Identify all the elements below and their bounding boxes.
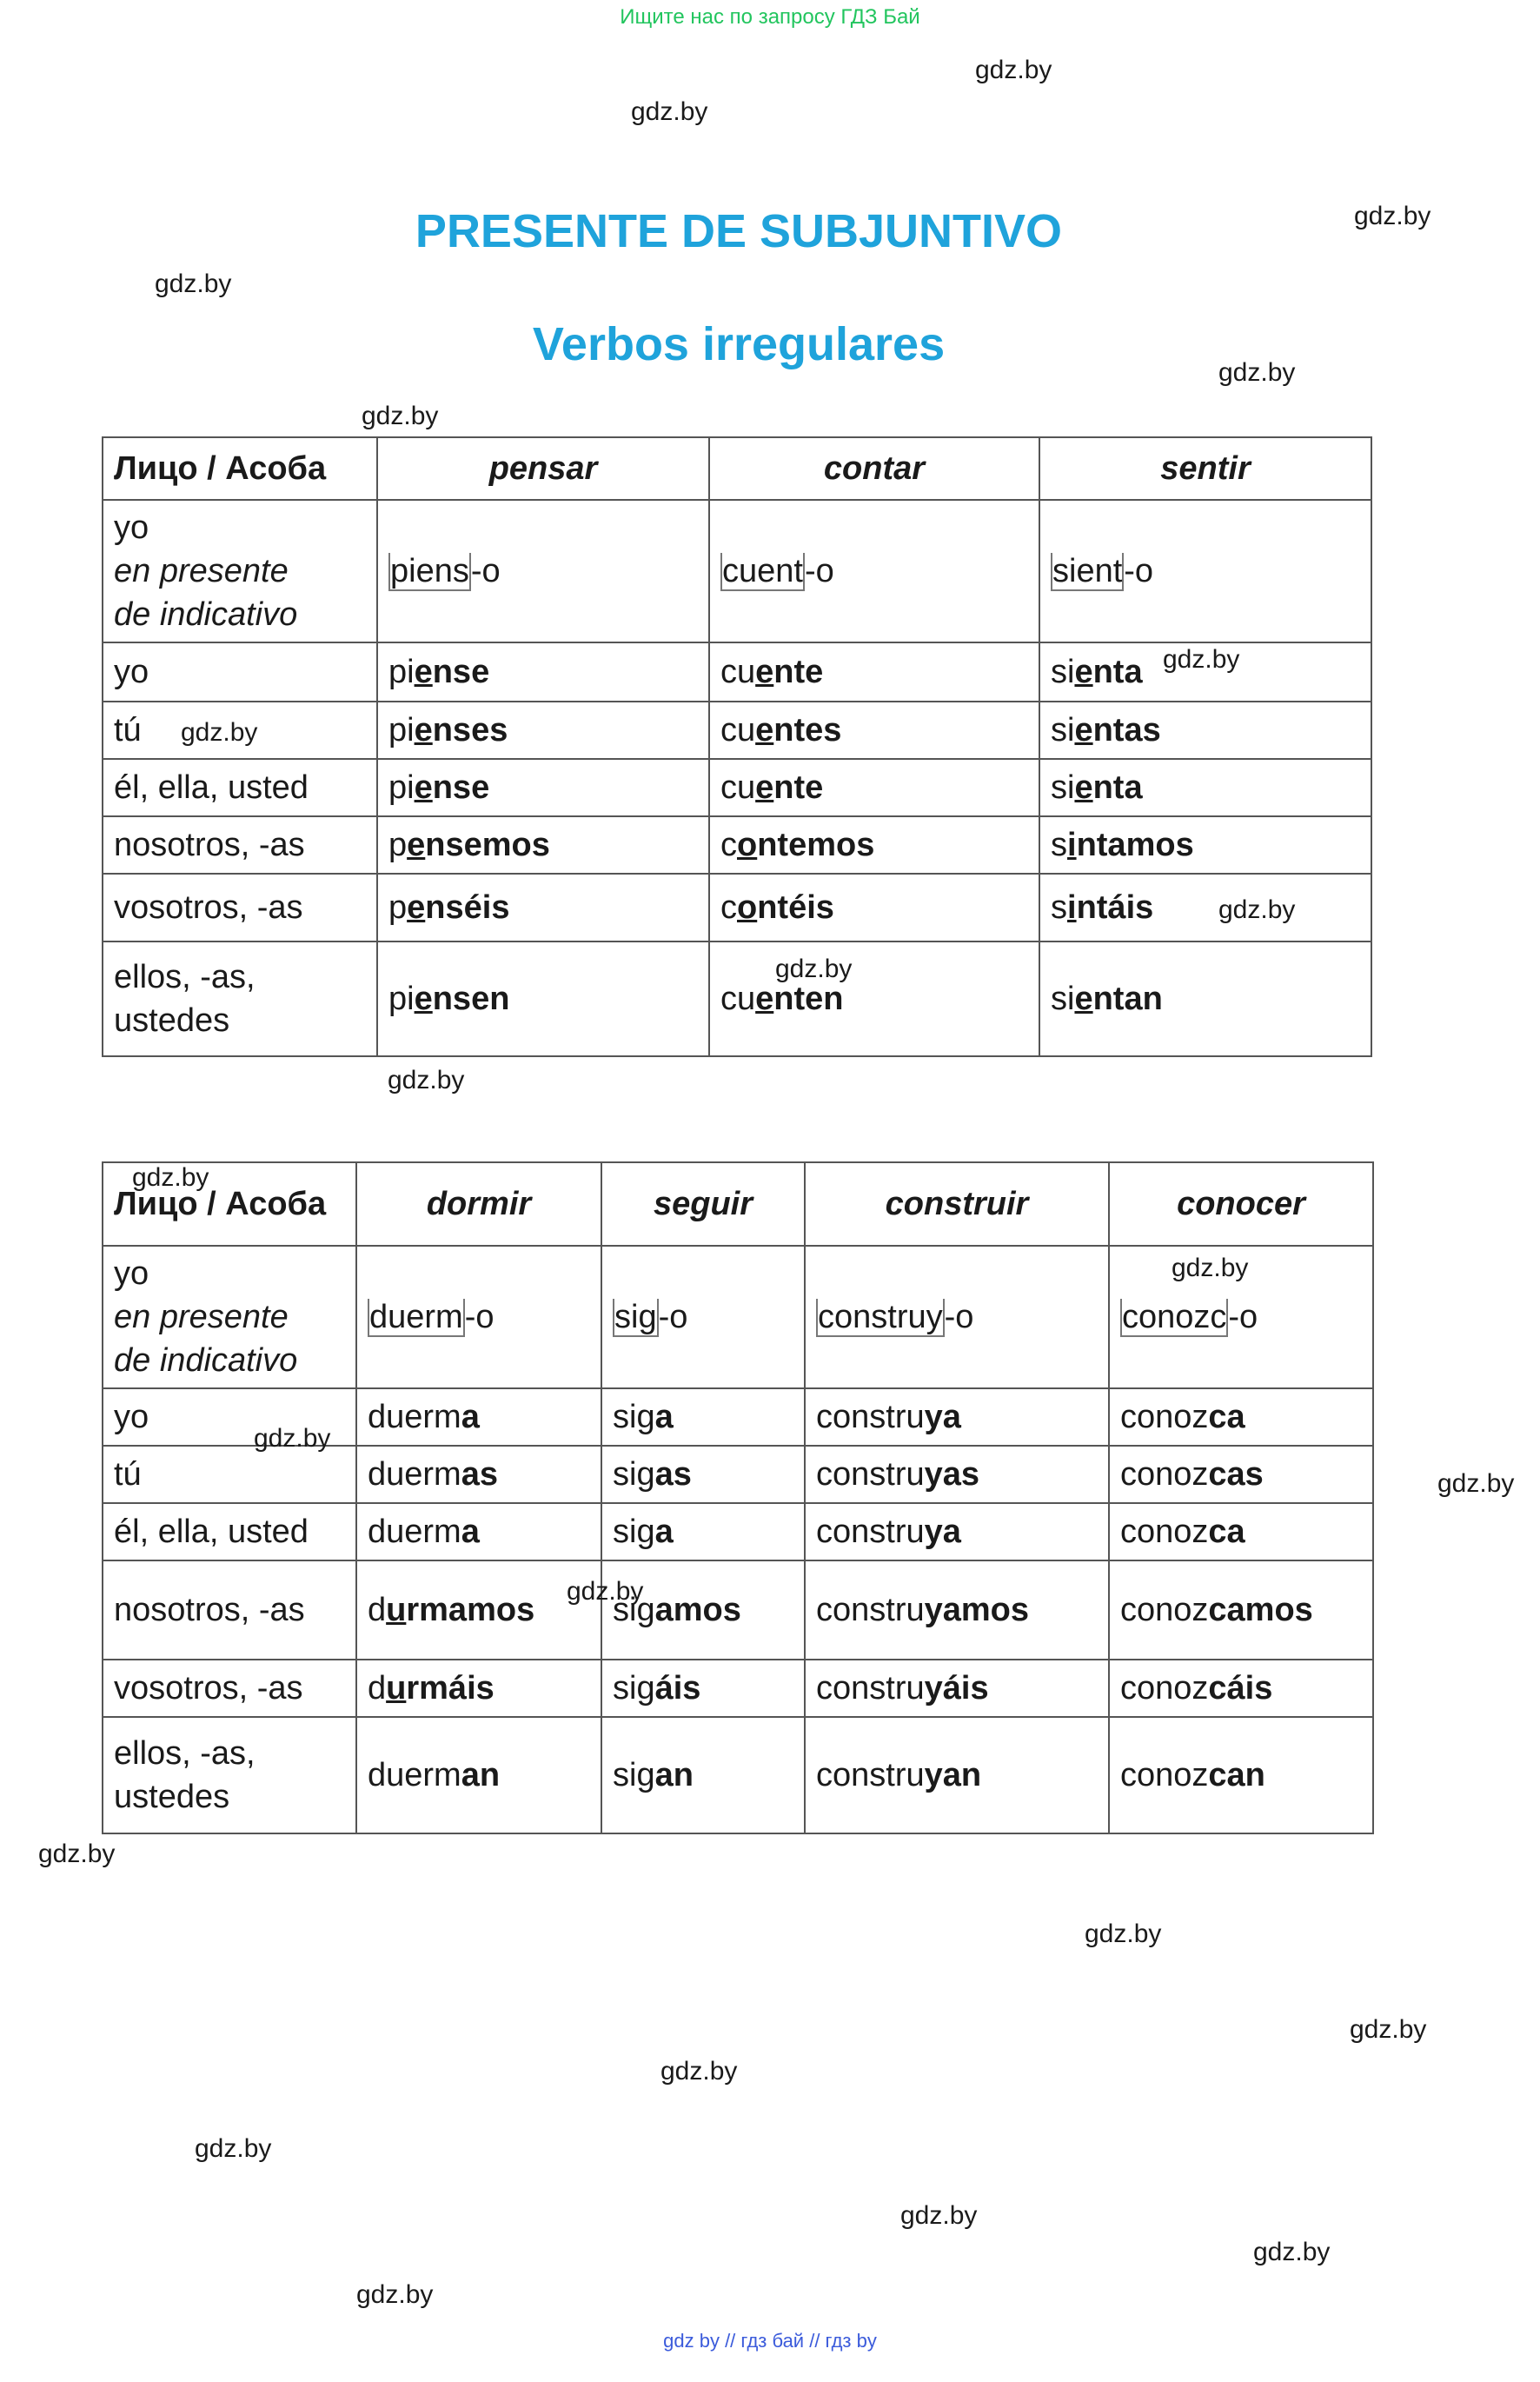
form-stem: d	[368, 1670, 387, 1707]
person-cell	[103, 642, 377, 702]
person-line: nosotros, -as	[114, 1592, 305, 1628]
form-stem: conozc	[1122, 1299, 1227, 1335]
header-verb: dormir	[356, 1162, 601, 1246]
form-stem: pi	[388, 981, 415, 1017]
verb-form	[601, 1717, 805, 1833]
form-stem: constru	[816, 1456, 925, 1493]
person-line: ellos, -as,	[114, 959, 256, 995]
verb-form	[709, 642, 1039, 702]
form-stem: duerm	[368, 1456, 461, 1493]
form-stem: cu	[720, 981, 756, 1017]
page-title: PRESENTE DE SUBJUNTIVO	[415, 205, 1063, 257]
form-ending: -o	[658, 1299, 688, 1335]
footer-links[interactable]: gdz by // гдз бай // гдз by	[663, 2330, 877, 2352]
form-ending: nten	[773, 981, 844, 1017]
form-vowel: e	[1074, 712, 1093, 749]
form-ending: a	[461, 1514, 480, 1550]
verb-form	[377, 816, 709, 874]
person-line: nosotros, -as	[114, 827, 305, 863]
form-ending: -o	[1228, 1299, 1258, 1335]
page-subtitle: Verbos irregulares	[532, 318, 946, 370]
form-vowel: u	[386, 1592, 407, 1628]
form-stem: pi	[388, 769, 415, 806]
form-stem: si	[1051, 981, 1075, 1017]
verb-form	[1109, 1503, 1373, 1560]
watermark-text: gdz.by	[1253, 2238, 1331, 2266]
form-stem: sig	[613, 1456, 655, 1493]
form-stem: conoz	[1120, 1456, 1209, 1493]
person-line: tú	[114, 1456, 142, 1493]
verb-form	[356, 1388, 601, 1446]
watermark-text: gdz.by	[155, 269, 232, 298]
header-verb: pensar	[377, 437, 709, 500]
form-vowel: e	[755, 769, 774, 806]
form-ending: as	[461, 1456, 498, 1493]
watermark-text: gdz.by	[356, 2280, 434, 2309]
verb-form	[709, 816, 1039, 874]
form-stem: p	[388, 827, 408, 863]
watermark-text: gdz.by	[254, 1424, 331, 1453]
form-vowel: e	[1074, 769, 1093, 806]
verb-form	[356, 1503, 601, 1560]
watermark-text: gdz.by	[181, 718, 258, 747]
table-row	[103, 1717, 1373, 1833]
verb-form	[709, 702, 1039, 759]
form-vowel: e	[407, 889, 426, 926]
person-line: vosotros, -as	[114, 889, 303, 926]
person-line: en presente	[114, 553, 289, 589]
watermark-text: gdz.by	[1163, 645, 1240, 674]
form-ending: ntemos	[757, 827, 875, 863]
person-cell	[103, 1717, 356, 1833]
form-stem: pi	[388, 712, 415, 749]
verb-form	[377, 759, 709, 816]
verb-form	[356, 1660, 601, 1717]
verb-form	[1039, 759, 1371, 816]
form-ending: yáis	[924, 1670, 989, 1707]
form-stem: constru	[816, 1592, 925, 1628]
form-vowel: e	[414, 769, 433, 806]
form-stem: sig	[613, 1592, 655, 1628]
watermark-text: gdz.by	[195, 2134, 272, 2163]
form-vowel: e	[1074, 981, 1093, 1017]
form-vowel: e	[407, 827, 426, 863]
verb-form	[356, 1246, 601, 1388]
person-line: él, ella, usted	[114, 1514, 309, 1550]
verb-form	[805, 1560, 1109, 1660]
verb-form	[805, 1446, 1109, 1503]
verb-form	[377, 642, 709, 702]
verb-form	[601, 1388, 805, 1446]
table-row	[103, 1446, 1373, 1503]
form-ending: can	[1208, 1757, 1265, 1793]
table-row	[103, 1560, 1373, 1660]
person-line: yo	[114, 1255, 149, 1292]
table-row	[103, 941, 1371, 1056]
verb-form	[709, 500, 1039, 642]
person-cell	[103, 941, 377, 1056]
form-stem: duerm	[368, 1514, 461, 1550]
watermark-text: gdz.by	[1218, 895, 1296, 924]
verb-form	[1039, 941, 1371, 1056]
form-vowel: o	[737, 889, 758, 926]
person-line: de indicativo	[114, 1342, 298, 1379]
person-line: yo	[114, 654, 149, 690]
form-stem: constru	[816, 1757, 925, 1793]
form-ending: an	[461, 1757, 501, 1793]
form-stem: duerm	[369, 1299, 463, 1335]
search-banner[interactable]: Ищите нас по запросу ГДЗ Бай	[620, 5, 920, 29]
form-ending: amos	[654, 1592, 741, 1628]
form-stem: piens	[390, 553, 469, 589]
form-stem: conoz	[1120, 1670, 1209, 1707]
verb-form	[601, 1446, 805, 1503]
form-ending: ntéis	[757, 889, 834, 926]
watermark-text: gdz.by	[1172, 1254, 1249, 1282]
verb-form	[1039, 500, 1371, 642]
form-vowel: e	[414, 654, 433, 690]
watermark-text: gdz.by	[388, 1066, 465, 1095]
form-ending: yas	[924, 1456, 980, 1493]
form-vowel: e	[1074, 654, 1093, 690]
verb-form	[1039, 816, 1371, 874]
form-stem: cu	[720, 712, 756, 749]
person-line: yo	[114, 1399, 149, 1435]
form-stem: pi	[388, 654, 415, 690]
verb-form	[805, 1388, 1109, 1446]
verb-form	[601, 1503, 805, 1560]
form-stem: s	[1051, 889, 1067, 926]
form-vowel: e	[755, 712, 774, 749]
form-stem: d	[368, 1592, 387, 1628]
form-ending: -o	[464, 1299, 495, 1335]
form-stem: cu	[720, 769, 756, 806]
table-row	[103, 702, 1371, 759]
person-line: ustedes	[114, 1002, 230, 1039]
form-vowel: e	[414, 981, 433, 1017]
form-stem: sig	[613, 1399, 655, 1435]
header-verb: contar	[709, 437, 1039, 500]
form-ending: ca	[1208, 1399, 1245, 1435]
verb-form	[1109, 1717, 1373, 1833]
verb-form	[805, 1660, 1109, 1717]
watermark-text: gdz.by	[900, 2201, 978, 2230]
watermark-text: gdz.by	[975, 56, 1052, 84]
form-vowel: u	[386, 1670, 407, 1707]
form-stem: sig	[613, 1670, 655, 1707]
form-ending: nse	[432, 654, 490, 690]
person-cell	[103, 500, 377, 642]
watermark-text: gdz.by	[1218, 358, 1296, 387]
form-ending: nsen	[432, 981, 510, 1017]
header-verb: sentir	[1039, 437, 1371, 500]
form-ending: a	[654, 1399, 674, 1435]
table-row	[103, 1660, 1373, 1717]
form-stem: c	[720, 827, 737, 863]
form-ending: ya	[924, 1399, 961, 1435]
form-stem: s	[1051, 827, 1067, 863]
watermark-text: gdz.by	[1354, 202, 1431, 230]
form-stem: conoz	[1120, 1757, 1209, 1793]
form-stem: cuent	[722, 553, 803, 589]
form-stem: sig	[613, 1757, 655, 1793]
verb-form	[601, 1246, 805, 1388]
form-stem: conoz	[1120, 1399, 1209, 1435]
form-ending: ntes	[773, 712, 842, 749]
form-ending: rmamos	[406, 1592, 535, 1628]
form-stem: c	[720, 889, 737, 926]
form-ending: nta	[1092, 769, 1143, 806]
form-vowel: i	[1067, 827, 1077, 863]
verb-form	[1109, 1660, 1373, 1717]
verb-form	[709, 874, 1039, 941]
form-ending: -o	[470, 553, 501, 589]
watermark-text: gdz.by	[362, 402, 439, 430]
person-line: ustedes	[114, 1779, 230, 1815]
header-verb: conocer	[1109, 1162, 1373, 1246]
form-ending: -o	[944, 1299, 974, 1335]
form-stem: duerm	[368, 1399, 461, 1435]
form-stem: duerm	[368, 1757, 461, 1793]
form-vowel: i	[1067, 889, 1077, 926]
form-ending: an	[654, 1757, 694, 1793]
form-stem: sig	[614, 1299, 657, 1335]
form-stem: si	[1051, 654, 1075, 690]
form-ending: nsemos	[425, 827, 550, 863]
person-cell	[103, 759, 377, 816]
form-ending: nta	[1092, 654, 1143, 690]
person-cell	[103, 1660, 356, 1717]
form-stem: si	[1051, 769, 1075, 806]
table-row	[103, 874, 1371, 941]
verb-form	[601, 1560, 805, 1660]
watermark-text: gdz.by	[1350, 2015, 1427, 2044]
person-cell	[103, 1503, 356, 1560]
form-stem: constru	[816, 1399, 925, 1435]
form-stem: si	[1051, 712, 1075, 749]
form-ending: ntamos	[1076, 827, 1194, 863]
verb-form	[1039, 874, 1371, 941]
verb-form	[356, 1717, 601, 1833]
form-ending: nte	[773, 654, 824, 690]
form-ending: ca	[1208, 1514, 1245, 1550]
watermark-text: gdz.by	[132, 1163, 209, 1192]
table-row	[103, 816, 1371, 874]
form-ending: nse	[432, 769, 490, 806]
form-ending: a	[461, 1399, 480, 1435]
form-vowel: e	[755, 981, 774, 1017]
form-stem: cu	[720, 654, 756, 690]
form-ending: ya	[924, 1514, 961, 1550]
header-person: Лицо / Асоба	[103, 437, 377, 500]
form-ending: cas	[1208, 1456, 1264, 1493]
person-cell	[103, 1446, 356, 1503]
watermark-text: gdz.by	[1085, 1920, 1162, 1948]
verb-form	[601, 1660, 805, 1717]
person-line: él, ella, usted	[114, 769, 309, 806]
verb-form	[805, 1503, 1109, 1560]
watermark-text: gdz.by	[775, 955, 853, 983]
form-ending: ntas	[1092, 712, 1161, 749]
person-line: yo	[114, 509, 149, 546]
form-vowel: e	[414, 712, 433, 749]
verb-form	[377, 500, 709, 642]
person-cell	[103, 1560, 356, 1660]
verb-form	[1039, 702, 1371, 759]
verb-form	[1109, 1388, 1373, 1446]
verb-form	[1109, 1446, 1373, 1503]
form-ending: áis	[654, 1670, 701, 1707]
form-ending: nses	[432, 712, 508, 749]
form-stem: sig	[613, 1514, 655, 1550]
table-row	[103, 1503, 1373, 1560]
watermark-text: gdz.by	[567, 1577, 644, 1606]
watermark-text: gdz.by	[1437, 1469, 1515, 1498]
form-stem: constru	[816, 1670, 925, 1707]
watermark-text: gdz.by	[631, 97, 708, 126]
person-line: ellos, -as,	[114, 1735, 256, 1772]
conjugation-table-1	[102, 436, 1372, 1057]
verb-form	[377, 941, 709, 1056]
form-ending: yamos	[924, 1592, 1030, 1628]
form-stem: construy	[818, 1299, 943, 1335]
form-stem: conoz	[1120, 1514, 1209, 1550]
verb-form	[709, 759, 1039, 816]
watermark-text: gdz.by	[660, 2057, 738, 2086]
form-ending: camos	[1208, 1592, 1313, 1628]
verb-form	[356, 1446, 601, 1503]
form-ending: -o	[1124, 553, 1154, 589]
verb-form	[377, 702, 709, 759]
form-stem: sient	[1052, 553, 1123, 589]
verb-form	[377, 874, 709, 941]
verb-form	[1109, 1560, 1373, 1660]
verb-form	[805, 1717, 1109, 1833]
person-cell	[103, 874, 377, 941]
form-vowel: e	[755, 654, 774, 690]
person-line: de indicativo	[114, 596, 298, 633]
header-person: Лицо / Асоба	[103, 1162, 356, 1246]
form-ending: nséis	[425, 889, 510, 926]
verb-form	[356, 1560, 601, 1660]
verb-form	[709, 941, 1039, 1056]
form-stem: constru	[816, 1514, 925, 1550]
form-ending: ntáis	[1076, 889, 1154, 926]
form-ending: a	[654, 1514, 674, 1550]
person-cell	[103, 816, 377, 874]
header-verb: construir	[805, 1162, 1109, 1246]
form-ending: ntan	[1092, 981, 1163, 1017]
person-line: tú	[114, 712, 142, 749]
person-line: en presente	[114, 1299, 289, 1335]
form-ending: nte	[773, 769, 824, 806]
form-ending: cáis	[1208, 1670, 1273, 1707]
watermark-text: gdz.by	[38, 1840, 116, 1868]
form-vowel: o	[737, 827, 758, 863]
verb-form	[805, 1246, 1109, 1388]
form-ending: yan	[924, 1757, 982, 1793]
person-line: vosotros, -as	[114, 1670, 303, 1707]
form-ending: as	[654, 1456, 692, 1493]
table-row	[103, 759, 1371, 816]
table-row	[103, 500, 1371, 642]
form-stem: conoz	[1120, 1592, 1209, 1628]
form-ending: rmáis	[406, 1670, 495, 1707]
form-ending: -o	[804, 553, 834, 589]
person-cell	[103, 1246, 356, 1388]
header-verb: seguir	[601, 1162, 805, 1246]
form-stem: p	[388, 889, 408, 926]
